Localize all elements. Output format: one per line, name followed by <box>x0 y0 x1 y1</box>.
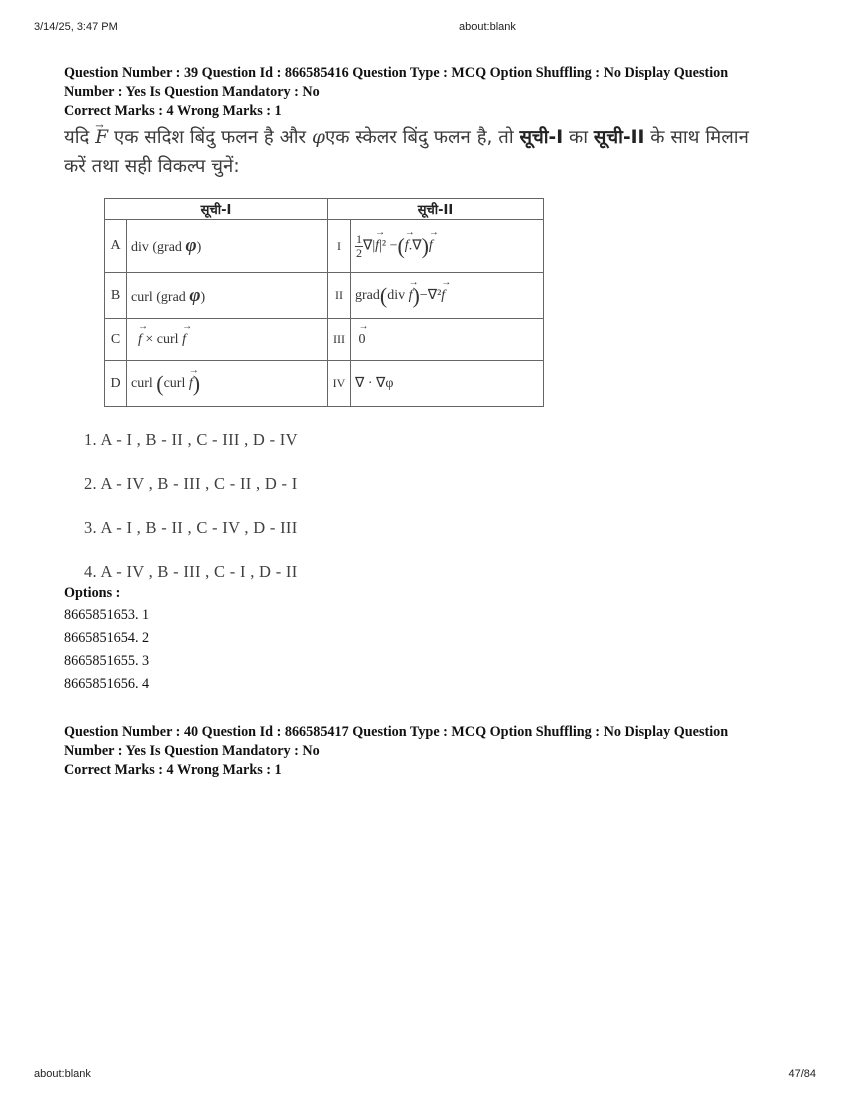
q39-meta <box>64 64 794 121</box>
table-row <box>105 361 544 407</box>
match-table <box>104 198 544 407</box>
q39-text-var-f: → F <box>95 123 108 152</box>
row-letter: C <box>105 319 127 361</box>
row-right-expr: $\frac{1}{2}$ ∇|→ f|² −(→ f.∇)→ f <box>351 220 544 273</box>
row-right-expr: ∇ · ∇φ <box>351 361 544 407</box>
choice-4: 4. A - IV , B - III , C - I , D - II <box>84 562 298 581</box>
row-roman: I <box>328 220 351 273</box>
q39-text-line2: करें तथा सही विकल्प चुनें: <box>64 156 240 177</box>
page-number: 47/84 <box>788 1068 816 1080</box>
q40-meta-line2: Number : Yes Is Question Mandatory : No <box>64 743 320 759</box>
q39-question-text <box>64 123 824 181</box>
q39-text-list1: सूची-I <box>519 127 564 148</box>
q40-marks: Correct Marks : 4 Wrong Marks : 1 <box>64 762 282 778</box>
q39-text-part5: के साथ मिलान <box>650 127 749 148</box>
q39-text-part3: एक स्केलर बिंदु फलन है, तो <box>324 127 514 148</box>
choice-3: 3. A - I , B - II , C - IV , D - III <box>84 518 298 537</box>
row-letter: A <box>105 220 127 273</box>
print-datetime: 3/14/25, 3:47 PM <box>34 21 118 33</box>
row-left-expr: curl (curl → f) <box>127 361 328 407</box>
option-id-1: 8665851653. 1 <box>64 607 150 623</box>
table-row <box>105 273 544 319</box>
q39-text-var-phi: φ <box>312 127 325 148</box>
row-roman: II <box>328 273 351 319</box>
q39-marks: Correct Marks : 4 Wrong Marks : 1 <box>64 103 282 119</box>
q39-text-part1: यदि <box>64 127 90 148</box>
row-right-expr <box>351 319 544 361</box>
row-right-expr: grad(div → f)−∇²→ f <box>351 273 544 319</box>
table-row <box>105 220 544 273</box>
match-table-header <box>105 199 544 220</box>
option-id-3: 8665851655. 3 <box>64 653 150 669</box>
header-list-1: सूची-I <box>105 199 328 220</box>
option-id-4: 8665851656. 4 <box>64 676 150 692</box>
row-left-expr: → f × curl → f <box>127 319 328 361</box>
q40-meta <box>64 723 794 780</box>
header-list-2: सूची-II <box>328 199 544 220</box>
q39-meta-line1: Question Number : 39 Question Id : 866585416 Question Type : MCQ Option Shuffling : No Display Question <box>64 65 729 81</box>
choice-1: 1. A - I , B - II , C - III , D - IV <box>84 430 298 449</box>
q39-text-list2: सूची-II <box>593 127 645 148</box>
row-roman: IV <box>328 361 351 407</box>
options-label: Options : <box>64 585 121 601</box>
q39-text-part4: का <box>569 127 589 148</box>
q40-meta-line1: Question Number : 40 Question Id : 866585417 Question Type : MCQ Option Shuffling : No Display Question <box>64 724 729 740</box>
row-left-expr: div (grad φ) <box>127 220 328 273</box>
row-roman: III <box>328 319 351 361</box>
option-id-2: 8665851654. 2 <box>64 630 150 646</box>
print-url: about:blank <box>459 21 516 33</box>
q39-text-part2: एक सदिश बिंदु फलन है और <box>113 127 307 148</box>
choice-2: 2. A - IV , B - III , C - II , D - I <box>84 474 298 493</box>
zero-vector: → 0 <box>359 332 366 348</box>
row-letter: D <box>105 361 127 407</box>
row-left-expr: curl (grad φ) <box>127 273 328 319</box>
table-row <box>105 319 544 361</box>
q39-meta-line2: Number : Yes Is Question Mandatory : No <box>64 84 320 100</box>
footer-url: about:blank <box>34 1068 91 1080</box>
row-letter: B <box>105 273 127 319</box>
